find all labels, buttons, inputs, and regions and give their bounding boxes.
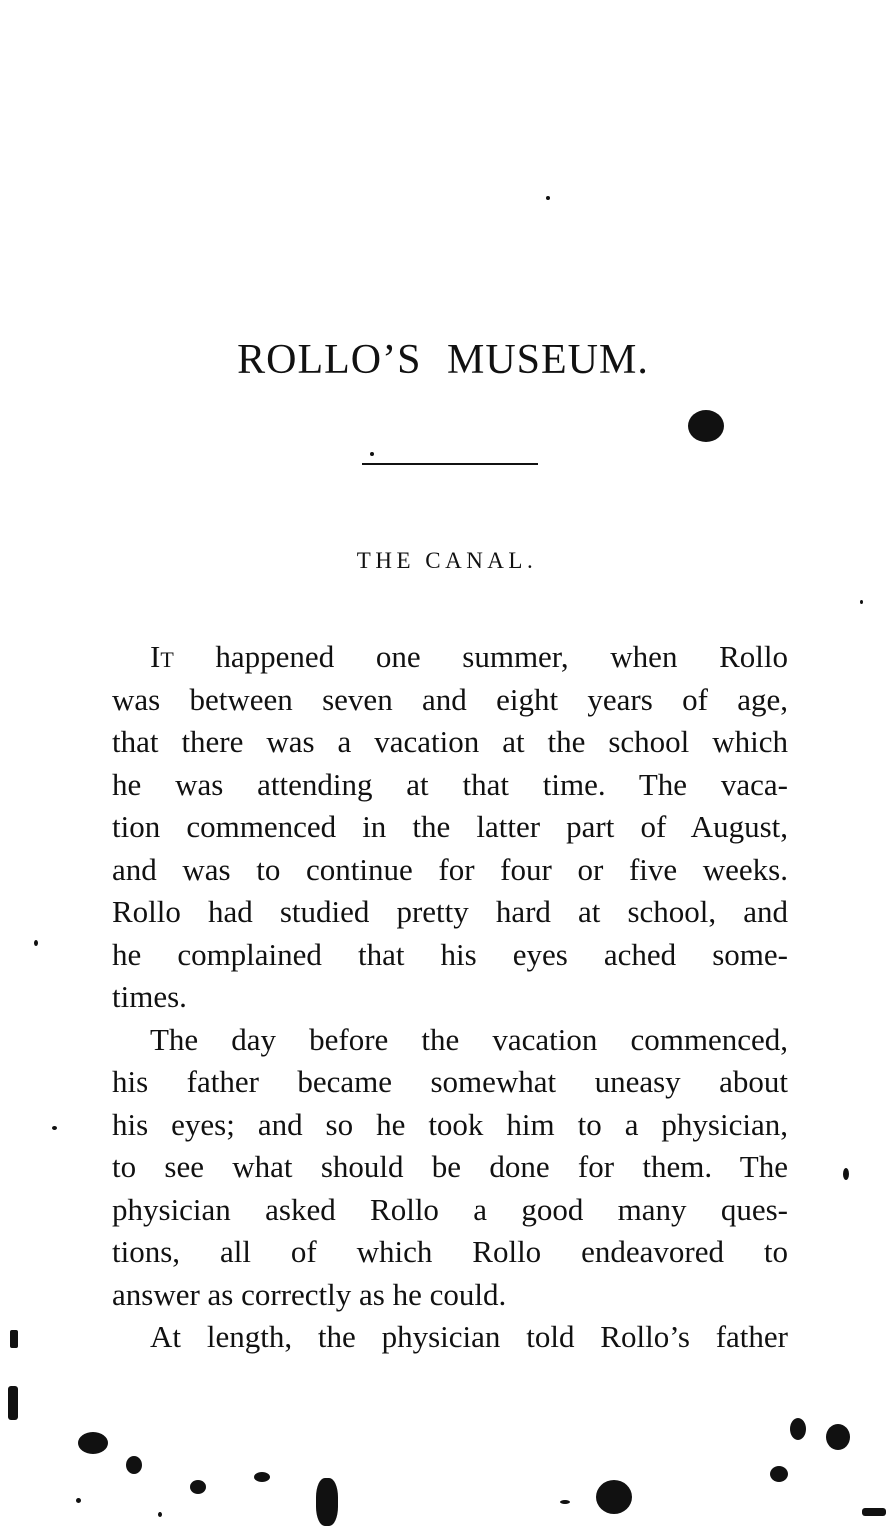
ink-speck [862,1508,886,1516]
ink-blot [316,1478,338,1526]
text-line: Rollo had studied pretty hard at school, and [112,894,788,929]
text-line: The day before the vacation commenced, [150,1021,788,1057]
ink-speck [370,452,374,456]
ink-speck [860,600,863,604]
text-line: was between seven and eight years of age, [112,681,788,717]
ink-speck [126,1456,142,1474]
text-line: to see what should be done for them. The [112,1149,788,1184]
ink-speck [8,1386,18,1420]
text-line: times. [112,979,187,1014]
body-text [112,636,788,1359]
ink-speck [254,1472,270,1482]
title-rule [362,463,538,465]
ink-speck [190,1480,206,1494]
ink-blot [688,410,724,442]
text-line: It happened one summer, when Rollo [150,639,788,674]
text-line: and was to continue for four or five weeks. [112,851,788,887]
ink-blot [78,1432,108,1454]
text-line: that there was a vacation at the school which [112,724,788,759]
text-line: he was attending at that time. The vaca- [112,766,788,802]
text-line: tion commenced in the latter part of August, [112,809,788,844]
text-line: he complained that his eyes ached some- [112,936,788,972]
page-title: ROLLO’S MUSEUM. [237,337,649,383]
text-line: tions, all of which Rollo endeavored to [112,1234,788,1269]
chapter-heading: THE CANAL. [356,548,538,573]
ink-speck [560,1500,570,1504]
ink-blot [826,1424,850,1450]
ink-speck [158,1512,162,1517]
ink-blot [596,1480,632,1514]
ink-speck [10,1330,18,1348]
text-line: answer as correctly as he could. [112,1276,507,1312]
ink-speck [76,1498,81,1503]
ink-speck [770,1466,788,1482]
text-line: his father became somewhat uneasy about [112,1064,788,1099]
text-line: At length, the physician told Rollo’s father [150,1319,788,1354]
ink-speck [843,1168,849,1180]
ink-speck [546,196,550,200]
ink-speck [790,1418,806,1440]
text-line: physician asked Rollo a good many ques- [112,1191,788,1227]
text-line: his eyes; and so he took him to a physician, [112,1106,788,1142]
drop-small-caps: It [150,639,174,674]
ink-speck [52,1126,57,1130]
ink-speck [34,940,38,946]
